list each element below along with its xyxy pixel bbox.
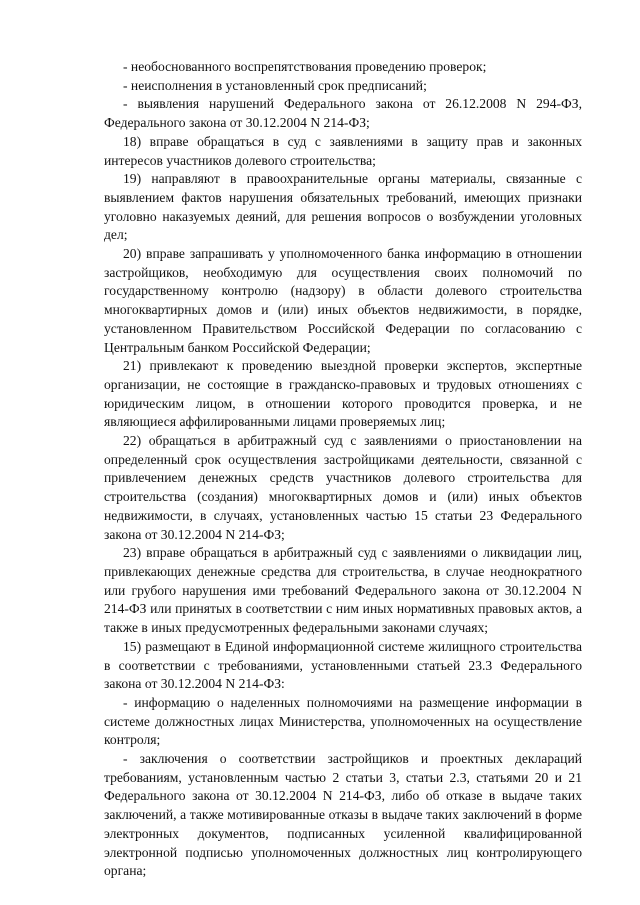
paragraph-8: 22) обращаться в арбитражный суд с заявлениями о приостановлении на определенный срок осуществления застройщиками деятельности, связанной с привлечением денежных средств участников долевого строительства для строительства (создания) многоквартирных домов и (или) иных объектов недвижимости, в случаях, установленных частью 15 статьи 23 Федерального закона от 30.12.2004 N 214-ФЗ; — [104, 433, 582, 542]
document-body — [104, 58, 582, 881]
paragraph-9: 23) вправе обращаться в арбитражный суд с заявлениями о ликвидации лиц, привлекающих денежные средства для строительства, в случае неоднократного или грубого нарушения ими требований Федерального закона от 30.12.2004 N 214-ФЗ или принятых в соответствии с ним иных нормативных правовых актов, а также в иных предусмотренных федеральными законами случаях; — [104, 545, 582, 636]
paragraph-4: 18) вправе обращаться в суд с заявлениями в защиту прав и законных интересов участников долевого строительства; — [104, 133, 582, 168]
paragraph-5: 19) направляют в правоохранительные органы материалы, связанные с выявлением фактов нарушения обязательных требований, имеющих признаки уголовно наказуемых деяний, для решения вопросов о возбуждении уголовных дел; — [104, 171, 582, 243]
paragraph-2: - неисполнения в установленный срок предписаний; — [123, 77, 427, 93]
paragraph-3: - выявления нарушений Федерального закона от 26.12.2008 N 294-ФЗ, Федерального закона от 30.12.2004 N 214-ФЗ; — [104, 96, 582, 131]
paragraph-7: 21) привлекают к проведению выездной проверки экспертов, экспертные организации, не состоящие в гражданско-правовых и трудовых отношениях с юридическим лицом, в отношении которого проводится проверка, и не являющиеся аффилированными лицами проверяемых лиц; — [104, 358, 582, 430]
paragraph-1: - необоснованного воспрепятствования проведению проверок; — [123, 59, 487, 74]
paragraph-12: - заключения о соответствии застройщиков и проектных деклараций требованиям, установленным частью 2 статьи 3, статьи 2.3, статьями 20 и 21 Федерального закона от 30.12.2004 N 214-ФЗ, либо об отказе в выдаче таких заключений, а также мотивированные отказы в выдаче таких заключений в форме электронных документов, подписанных усиленной квалифицированной электронной подписью уполномоченных должностных лиц контролирующего органа; — [104, 751, 582, 879]
paragraph-11: - информацию о наделенных полномочиями на размещение информации в системе должностных лицах Министерства, уполномоченных на осуществление контроля; — [104, 694, 582, 748]
paragraph-10: 15) размещают в Единой информационной системе жилищного строительства в соответствии с требованиями, установленными статьей 23.3 Федерального закона от 30.12.2004 N 214-ФЗ: — [104, 638, 582, 692]
paragraph-6: 20) вправе запрашивать у уполномоченного банка информацию в отношении застройщиков, необходимую для осуществления своих полномочий по государственному контролю (надзору) в области долевого строительства многоквартирных домов и (или) иных объектов недвижимости, в порядке, установленном Правительством Российской Федерации по согласованию с Центральным банком Российской Федерации; — [104, 246, 582, 355]
